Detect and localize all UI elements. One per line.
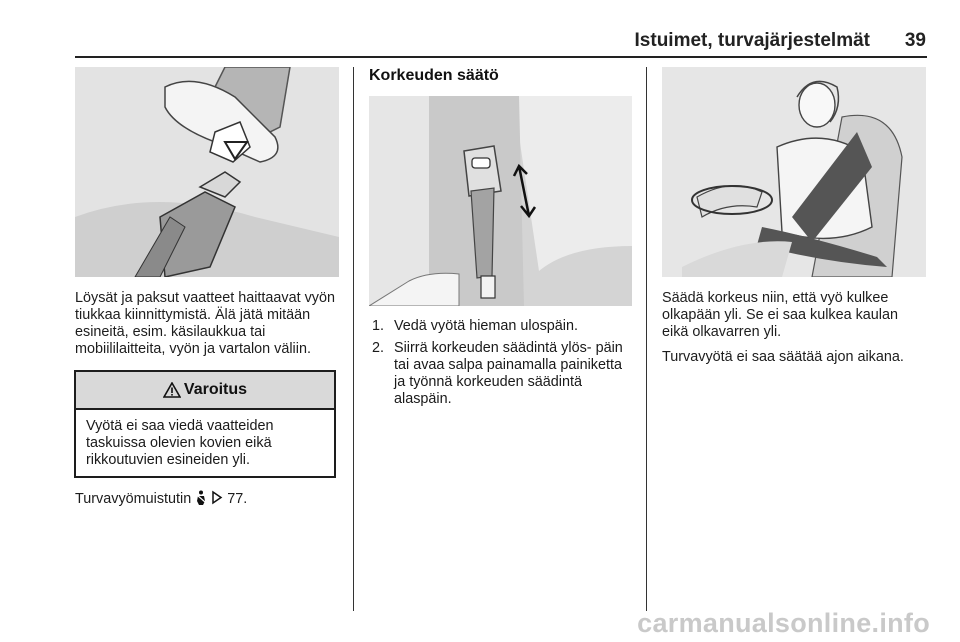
no-adjust-while-driving-paragraph: Turvavyötä ei saa säätää ajon aikana. — [662, 349, 904, 365]
step-text: Siirrä korkeuden säädintä ylös- päin tai avaa salpa painamalla painiketta ja työnnä korkeuden säädintä alaspäin. — [394, 340, 623, 407]
right-text-block — [662, 290, 926, 374]
warning-body: Vyötä ei saa viedä vaatteiden taskuissa olevien kovien eikä rikkoutuvien esineiden yli. — [86, 418, 274, 468]
instruction-steps — [372, 318, 634, 413]
belt-clothing-paragraph — [75, 290, 343, 366]
warning-header — [76, 372, 334, 410]
belt-height-paragraph: Säädä korkeus niin, että vyö kulkee olkapään yli. Se ei saa kulkea kaulan eikä olkavarren yli. — [662, 290, 898, 340]
warning-title: Varoitus — [183, 381, 248, 398]
step-number: 2. — [372, 340, 385, 356]
watermark: carmanualsonline.info — [637, 608, 930, 638]
warning-box — [74, 370, 336, 478]
section-heading: Korkeuden säätö — [369, 67, 499, 84]
column-divider-right — [646, 67, 647, 611]
figure-height-adjuster — [369, 96, 632, 306]
page-reference-icon — [211, 490, 223, 505]
page-number: 39 — [904, 30, 926, 51]
list-item — [372, 318, 634, 335]
list-item — [372, 340, 634, 408]
figure-belt-position-driver — [662, 67, 926, 277]
step-text: Vedä vyötä hieman ulospäin. — [394, 318, 579, 334]
paragraph-text: Löysät ja paksut vaatteet haittaavat vyön tiukkaa kiinnittymistä. Älä jätä mitään esineitä, esim. käsilaukkua tai mobiililaitteita, vyön ja vartalon väliin. — [75, 290, 335, 357]
warning-triangle-icon — [163, 382, 181, 398]
figure-buckle-insertion — [75, 67, 339, 277]
seatbelt-reminder-reference — [75, 490, 343, 508]
page-title: Istuimet, turvajärjestelmät — [634, 30, 870, 51]
header-rule — [75, 56, 927, 58]
reference-page: 77. — [227, 491, 248, 507]
column-divider-left — [353, 67, 354, 611]
seatbelt-reminder-icon — [195, 490, 207, 505]
reminder-text: Turvavyömuistutin — [75, 491, 192, 507]
step-number: 1. — [372, 318, 385, 334]
